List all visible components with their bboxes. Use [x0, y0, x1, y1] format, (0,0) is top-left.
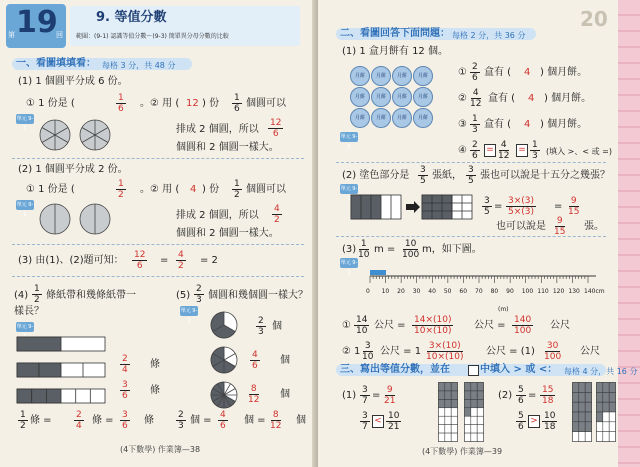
s2-q3-eq1-b: $\frac{14\times(10)}{10\times(10)}$ — [414, 315, 452, 336]
grid-cell — [585, 383, 591, 393]
grid-cell — [579, 383, 585, 393]
right-footer: (4下數學) 作業簿—39 — [422, 447, 503, 456]
ruler-label: 0 — [366, 288, 370, 295]
grid-cell — [477, 416, 483, 424]
grid-cell — [579, 412, 585, 422]
q1-c-frac: $\frac{12}{6}$ — [270, 118, 282, 139]
divider — [336, 162, 606, 163]
grid-cell — [603, 392, 609, 402]
grid-cell — [477, 399, 483, 407]
q2-b-post: ) 份 — [202, 184, 220, 195]
grid-cell — [439, 391, 445, 399]
q4-final-f1: $\frac{2}{4}$ — [76, 410, 82, 431]
q1-b-pre: 。② 用 ( — [140, 98, 180, 109]
mooncake: 月餅 — [350, 108, 370, 128]
q5-final-eq2: 個 = — [244, 415, 266, 426]
grid-cell — [597, 422, 603, 432]
ruler-label: 10 — [381, 288, 390, 295]
s3-q1-b: $\frac{9}{21}$ — [384, 385, 396, 406]
s2-q2-text2: 張也可以說是十五分之幾張？ — [480, 170, 610, 181]
s2-q1-item-index: ① — [458, 67, 467, 78]
mooncake: 月餅 — [350, 66, 370, 86]
q4-ans-1-unit: 條 — [150, 359, 160, 370]
s2-q1-item-3-val: 4 — [524, 119, 531, 130]
mooncake: 月餅 — [413, 87, 433, 107]
grid-cell — [597, 432, 603, 442]
grid-cell — [465, 408, 471, 416]
q1-d-text: 個圓和 2 個圓一樣大。 — [176, 142, 279, 153]
grid-cell — [609, 392, 615, 402]
q4-text2: 條紙帶和幾條紙帶一 — [46, 290, 136, 301]
q4-final-unit: 條 — [144, 415, 154, 426]
ruler-label: 110 — [537, 288, 549, 295]
grid-cell — [609, 412, 615, 422]
grid-cell — [585, 422, 591, 432]
grid-cell — [573, 392, 579, 402]
s2-q3-frac2: $\frac{10}{100}$ — [402, 239, 420, 260]
s2-q2-text: 張紙， — [432, 170, 462, 181]
s2-q3-eq1-index: ① — [342, 320, 351, 331]
q5-text2: 個圓和幾個圓一樣大？ — [208, 290, 308, 301]
unit-tag: 單元 9-1 — [16, 116, 34, 132]
grid-cell — [603, 383, 609, 393]
s2-q1-item-index: ③ — [458, 119, 467, 130]
s2-q3-eq2-u2: 公尺 = (1) — [486, 346, 535, 357]
page-title: 9. 等值分數 — [96, 10, 167, 25]
grid-cell — [597, 412, 603, 422]
grid-cell — [597, 402, 603, 412]
left-page — [0, 0, 318, 467]
left-footer: (4下數學) 作業簿—38 — [120, 445, 201, 454]
s2-q1-item-2-frac: $\frac{4}{12}$ — [470, 88, 482, 109]
s2-q3-text: m = — [374, 244, 396, 255]
s2-q3-eq1-c: $\frac{140}{100}$ — [514, 315, 532, 336]
grid-cell — [451, 433, 457, 441]
s3-q2-grid-b — [596, 382, 616, 442]
s3-q2-c: $\frac{5}{6}$ — [518, 411, 524, 432]
page-edge-strip — [618, 0, 640, 467]
s2-q1-item-index: ④ — [458, 145, 467, 156]
q5-circle-diagram — [206, 310, 242, 410]
grid-cell — [451, 383, 457, 391]
q4-final-half: $\frac{1}{2}$ — [20, 410, 26, 431]
grid-cell — [477, 425, 483, 433]
ruler-label: 100 — [521, 288, 534, 295]
ruler-label: 20 — [397, 288, 405, 295]
q1-a-frac: $\frac{1}{6}$ — [118, 93, 124, 114]
grid-cell — [465, 383, 471, 391]
ruler-unit: (m) — [498, 306, 509, 313]
grid-cell — [585, 392, 591, 402]
grid-cell — [573, 432, 579, 442]
q2-b-val: 4 — [190, 184, 197, 195]
grid-cell — [471, 408, 477, 416]
s2-q2-prompt: (2) 塗色部分是 — [342, 170, 410, 181]
mooncake: 月餅 — [413, 108, 433, 128]
s2-q1-item-2-text: 盒有 ( — [488, 93, 516, 104]
grid-cell — [451, 408, 457, 416]
ruler-label: 140cm — [584, 288, 605, 295]
grid-cell — [573, 383, 579, 393]
q5-frac: $\frac{2}{3}$ — [196, 284, 202, 305]
q2-half-circles — [38, 202, 158, 236]
unit-tag: 單元 9- — [16, 324, 34, 330]
q3-eq: = — [160, 255, 169, 266]
grid-cell — [573, 412, 579, 422]
s2-q1-item-index: ② — [458, 93, 467, 104]
range-text: 範圍：(9-1) 認識等值分數～(9-3) 簡單異分母分數的比較 — [76, 33, 229, 40]
grid-cell — [445, 416, 451, 424]
s2-q3-eq1-a: $\frac{14}{10}$ — [356, 315, 368, 336]
grid-cell — [439, 416, 445, 424]
s2-q1-4-note: (填入 >、< 或 =) — [546, 147, 612, 156]
s2-q1-item-2-val: 4 — [528, 93, 535, 104]
grid-cell — [439, 425, 445, 433]
s2-q3-eq2-whole: 1 — [354, 346, 361, 357]
grid-cell — [603, 422, 609, 432]
ruler-label: 50 — [443, 288, 452, 295]
q4-final-f2: $\frac{3}{6}$ — [122, 410, 128, 431]
grid-cell — [471, 391, 477, 399]
s2-q2-also: 也可以說是 — [496, 221, 546, 232]
compare-box[interactable]: = — [484, 144, 496, 157]
s2-q3-eq1-u1: 公尺 = — [374, 320, 406, 331]
s2-q1-item-3-unit: ) 個月餅。 — [540, 119, 588, 130]
q2-c-frac: $\frac{4}{2}$ — [274, 204, 280, 225]
q5-ans-1: $\frac{2}{3}$ — [258, 316, 264, 337]
q2-b-pre: 。② 用 ( — [140, 184, 180, 195]
q5-final-unit: 個 — [296, 415, 306, 426]
s2-q3-eq2-u1: 公尺 = 1 — [380, 346, 422, 357]
grid-cell — [439, 433, 445, 441]
lesson-badge — [6, 4, 66, 48]
q5-ans-3: $\frac{8}{12}$ — [248, 384, 260, 405]
grid-cell — [579, 422, 585, 432]
mooncake: 月餅 — [371, 66, 391, 86]
s2-q1-4-f3: $\frac{1}{3}$ — [532, 140, 538, 161]
s2-q1-item-2-unit: ) 個月餅。 — [544, 93, 592, 104]
s2-q1-item-1-unit: ) 個月餅。 — [540, 67, 588, 78]
grid-cell — [579, 392, 585, 402]
s3-q2-grid-a — [572, 382, 592, 442]
grid-cell — [471, 416, 477, 424]
q5-final-f3: $\frac{8}{12}$ — [270, 410, 282, 431]
q4-text3: 樣長？ — [14, 306, 44, 317]
q2-a-frac: $\frac{1}{2}$ — [118, 179, 124, 200]
q1-b-tail: 個圓可以 — [246, 98, 286, 109]
s3-q1-c: $\frac{3}{7}$ — [362, 411, 368, 432]
grid-cell — [445, 433, 451, 441]
grid-cell — [445, 399, 451, 407]
mooncake: 月餅 — [371, 108, 391, 128]
corner-page-number: 20 — [580, 7, 608, 31]
mooncake: 月餅 — [413, 66, 433, 86]
grid-cell — [609, 383, 615, 393]
q5-text1: (5) — [176, 290, 191, 301]
grid-cell — [579, 402, 585, 412]
ruler-label: 130 — [568, 288, 580, 295]
grid-cell — [439, 399, 445, 407]
grid-cell — [451, 391, 457, 399]
grid-cell — [609, 402, 615, 412]
grid-cell — [477, 391, 483, 399]
grid-cell — [579, 432, 585, 442]
grid-cell — [439, 383, 445, 391]
mooncake: 月餅 — [392, 87, 412, 107]
s3-q1-a: $\frac{3}{7}$ — [362, 385, 368, 406]
s3-q2-d: $\frac{10}{18}$ — [544, 411, 556, 432]
ruler-label: 40 — [428, 288, 436, 295]
section2-score: 每格 2 分，共 36 分 — [452, 31, 526, 40]
grid-cell — [477, 383, 483, 391]
s2-q1-item-1-text: 盒有 ( — [484, 67, 512, 78]
q2-d-text: 個圓和 2 個圓一樣大。 — [176, 228, 279, 239]
s2-q1-item-3-frac: $\frac{1}{3}$ — [472, 114, 478, 135]
grid-cell — [445, 391, 451, 399]
grid-cell — [451, 399, 457, 407]
ruler-label: 120 — [552, 288, 565, 295]
s2-q3-eq2-index: ② — [342, 346, 351, 357]
grid-cell — [609, 432, 615, 442]
grid-cell — [609, 422, 615, 432]
grid-cell — [585, 412, 591, 422]
q5-ans-3-unit: 個 — [280, 389, 290, 400]
q1-b-frac: $\frac{1}{6}$ — [234, 93, 240, 114]
grid-cell — [573, 422, 579, 432]
s2-q1-item-1-frac: $\frac{2}{6}$ — [472, 62, 478, 83]
grid-cell — [585, 432, 591, 442]
q3-text: (3) 由(1)、(2)題可知： — [18, 255, 124, 266]
s3-q2-a: $\frac{5}{6}$ — [518, 385, 524, 406]
s2-q2-eq-mid: $\frac{3\times(3)}{5\times(3)}$ — [508, 196, 535, 217]
ruler-label: 30 — [412, 288, 421, 295]
q4-final-eq: 條 = — [30, 415, 52, 426]
s2-q1-4-f1: $\frac{2}{6}$ — [472, 140, 478, 161]
s2-q2-frac1: $\frac{3}{5}$ — [420, 165, 426, 186]
eq-sign: = — [372, 390, 381, 401]
s3-q1-grid-a — [438, 382, 458, 442]
s2-q3-eq1-u2: 公尺 = — [474, 320, 506, 331]
ruler-label: 90 — [506, 288, 514, 295]
grid-cell — [471, 383, 477, 391]
q2-prompt: (2) 1 個圓平分成 2 份。 — [18, 164, 128, 175]
section3-title: 三、寫出等值分數，並在 — [340, 364, 450, 375]
divider — [12, 244, 304, 245]
lesson-prefix: 第 — [8, 31, 15, 39]
unit-tag: 單元 9-1 — [340, 260, 358, 276]
section2-title: 二、看圖回答下面問題： — [340, 28, 450, 39]
unit-tag: 單元 9-1 — [340, 134, 358, 150]
mooncake-grid — [350, 66, 434, 128]
s3-q2-compare-box[interactable]: > — [528, 415, 540, 428]
s3-q1-compare-box[interactable]: < — [372, 415, 384, 428]
grid-cell — [573, 402, 579, 412]
grid-cell — [445, 425, 451, 433]
q2-b-tail: 個圓可以 — [246, 184, 286, 195]
s2-q3-eq2-b: $\frac{3\times(10)}{10\times(10)}$ — [426, 341, 464, 362]
eq-sign: = — [528, 390, 537, 401]
s3-q2-index: (2) — [498, 390, 513, 401]
section1-title: 一、看圖填填看： — [16, 58, 96, 69]
grid-cell — [603, 402, 609, 412]
compare-box[interactable]: = — [516, 144, 528, 157]
q5-final-eq1: 個 = — [190, 415, 212, 426]
s2-q3-text2: m，如下圖。 — [422, 244, 482, 255]
q2-a-text: ① 1 份是 ( — [26, 184, 75, 195]
q3-f1: $\frac{12}{6}$ — [134, 250, 146, 271]
grid-cell — [471, 425, 477, 433]
q1-c-text: 排成 2 個圓，所以 — [176, 124, 259, 135]
q4-ans-2: $\frac{3}{6}$ — [122, 380, 128, 401]
mooncake: 月餅 — [350, 87, 370, 107]
q5-ans-2-unit: 個 — [280, 355, 290, 366]
s2-q2-also-frac: $\frac{9}{15}$ — [554, 216, 566, 237]
q4-frac: $\frac{1}{2}$ — [34, 284, 40, 305]
grid-cell — [465, 399, 471, 407]
grid-cell — [445, 408, 451, 416]
grid-cell — [603, 432, 609, 442]
s3-q2-b: $\frac{15}{18}$ — [542, 385, 554, 406]
grid-cell — [477, 408, 483, 416]
grid-cell — [445, 383, 451, 391]
s2-q1-item-1-val: 4 — [524, 67, 531, 78]
mooncake: 月餅 — [392, 108, 412, 128]
s2-q2-also-unit: 張。 — [584, 221, 604, 232]
q4-ans-1: $\frac{2}{4}$ — [122, 354, 128, 375]
mooncake: 月餅 — [371, 87, 391, 107]
lesson-suffix: 回 — [56, 31, 63, 39]
grid-cell — [439, 408, 445, 416]
unit-tag: 單元 9-1 — [16, 202, 34, 218]
section3-score: 每格 4 分，共 16 分 — [564, 367, 638, 376]
divider — [12, 276, 304, 277]
s2-q1-prompt: (1) 1 盒月餅有 12 個。 — [342, 46, 448, 57]
q5-final-f1: $\frac{2}{3}$ — [178, 410, 184, 431]
unit-tag: 單元 9-1 — [340, 186, 358, 202]
s2-q3-frac: $\frac{1}{10}$ — [358, 239, 370, 260]
eq-sign: = — [554, 201, 563, 212]
grid-cell — [471, 399, 477, 407]
q5-ans-1-unit: 個 — [272, 321, 282, 332]
s2-q2-paper-diagram — [350, 194, 474, 222]
s2-q3-eq2-c: $\frac{30}{100}$ — [544, 341, 562, 362]
grid-cell — [477, 433, 483, 441]
grid-cell — [465, 425, 471, 433]
q1-prompt: (1) 1 個圓平分成 6 份。 — [18, 76, 128, 87]
grid-cell — [451, 425, 457, 433]
divider — [336, 236, 606, 237]
s2-q2-eq-lhs: $\frac{3}{5}$ — [484, 196, 490, 217]
s2-q1-item-3-text: 盒有 ( — [484, 119, 512, 130]
grid-cell — [451, 416, 457, 424]
q2-b-frac: $\frac{1}{2}$ — [234, 179, 240, 200]
s2-q2-eq-rhs: $\frac{9}{15}$ — [568, 196, 580, 217]
ruler-label: 60 — [459, 288, 468, 295]
s3-q1-grid-b — [464, 382, 484, 442]
q4-strip-diagram — [16, 336, 108, 406]
unit-tag: 單元 9-1 — [180, 308, 198, 324]
s2-q3-eq2-u3: 公尺 — [580, 346, 600, 357]
q4-ans-2-unit: 條 — [150, 385, 160, 396]
grid-cell — [465, 391, 471, 399]
q5-final-f2: $\frac{4}{6}$ — [220, 410, 226, 431]
grid-cell — [585, 402, 591, 412]
right-page — [318, 0, 640, 467]
eq-sign: = — [494, 201, 503, 212]
grid-cell — [471, 433, 477, 441]
section3-title2: 中填入 > 或 <： — [480, 364, 558, 375]
grid-cell — [465, 433, 471, 441]
s2-q3-eq1-u3: 公尺 — [550, 320, 570, 331]
divider — [12, 158, 304, 159]
section1-score: 每格 3 分，共 48 分 — [102, 61, 176, 70]
answer-box-icon — [468, 365, 479, 376]
q4-text1: (4) — [14, 290, 29, 301]
grid-cell — [597, 383, 603, 393]
q4-final-mid: 條 = — [92, 415, 114, 426]
ruler-label: 80 — [490, 288, 499, 295]
q1-a-text: ① 1 份是 ( — [26, 98, 75, 109]
q3-result: = 2 — [200, 255, 218, 266]
q1-sixth-circles — [38, 118, 158, 152]
s2-q1-4-f2: $\frac{4}{12}$ — [498, 140, 510, 161]
q2-c-text: 排成 2 個圓，所以 — [176, 210, 259, 221]
lesson-number: 19 — [16, 5, 58, 40]
s2-q2-frac2: $\frac{3}{5}$ — [468, 165, 474, 186]
q1-b-post: ) 份 — [202, 98, 220, 109]
grid-cell — [465, 416, 471, 424]
s3-q1-d: $\frac{10}{21}$ — [388, 411, 400, 432]
s3-q1-index: (1) — [342, 390, 357, 401]
mooncake: 月餅 — [392, 66, 412, 86]
q5-ans-2: $\frac{4}{6}$ — [252, 350, 258, 371]
q1-b-val: 12 — [186, 98, 199, 109]
grid-cell — [603, 412, 609, 422]
ruler-label: 70 — [475, 288, 483, 295]
s2-q3-prompt: (3) — [342, 244, 357, 255]
s2-q3-eq2-a: $\frac{3}{10}$ — [362, 341, 374, 362]
q3-f2: $\frac{4}{2}$ — [178, 250, 184, 271]
grid-cell — [597, 392, 603, 402]
